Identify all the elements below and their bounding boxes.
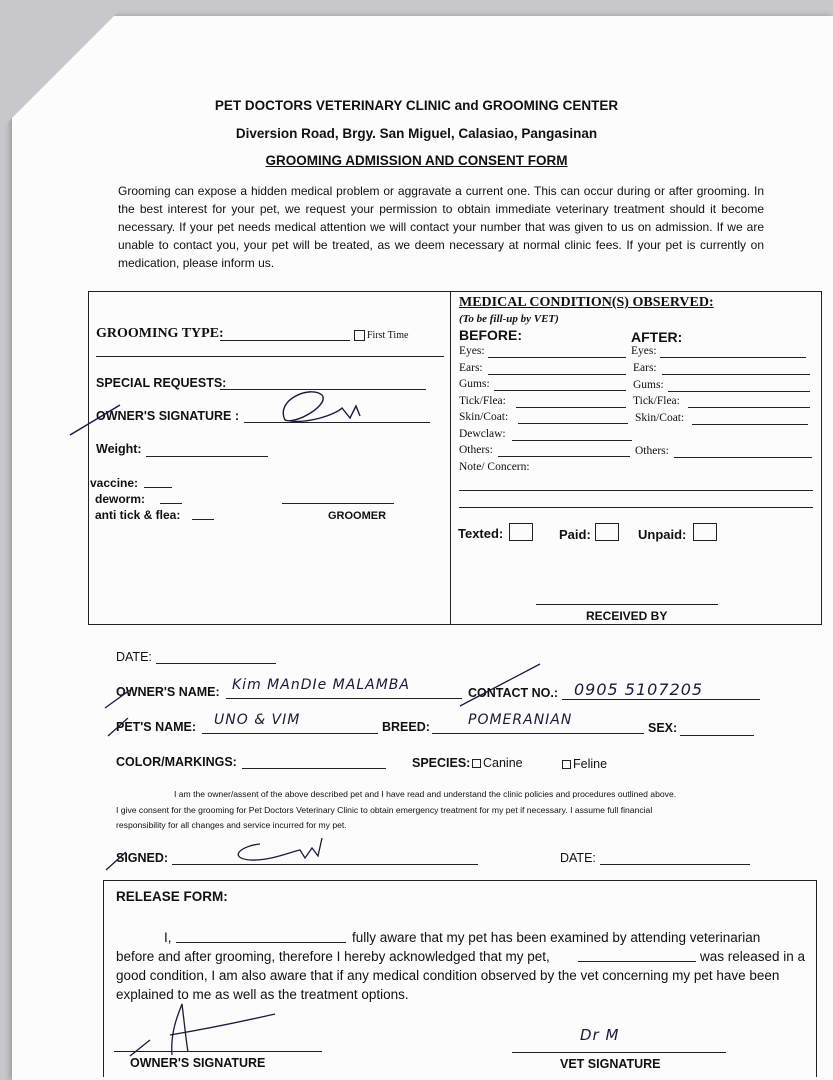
after-tickflea-label: Tick/Flea: (633, 395, 680, 407)
paid-checkbox[interactable] (595, 523, 619, 541)
after-ears-label: Ears: (633, 362, 657, 374)
form-title: GROOMING ADMISSION AND CONSENT FORM (265, 153, 568, 168)
weight-label: Weight: (96, 442, 142, 456)
pet-name-value: UNO & VIM (214, 712, 301, 728)
grooming-type-field[interactable] (220, 340, 350, 341)
pet-name-label: PET'S NAME: (116, 720, 197, 734)
grooming-type-line2[interactable] (96, 356, 444, 357)
after-gums-field[interactable] (668, 391, 810, 392)
sex-field[interactable] (680, 735, 754, 736)
after-others-field[interactable] (674, 457, 812, 458)
before-tickflea-field[interactable] (516, 407, 626, 408)
groomer-label: GROOMER (328, 510, 387, 522)
before-heading: BEFORE: (459, 327, 522, 343)
after-others-label: Others: (635, 445, 669, 457)
owner-name-label: OWNER'S NAME: (116, 685, 220, 699)
received-by-field[interactable] (536, 604, 718, 605)
consent-line-3: responsibility for all changes and service incurred for my pet. (116, 820, 347, 830)
release-text-2b: was released in a (700, 949, 806, 964)
first-time-checkbox[interactable] (354, 330, 408, 341)
after-skincoat-field[interactable] (692, 424, 808, 425)
release-name-field[interactable] (176, 942, 346, 943)
first-time-box[interactable] (354, 330, 365, 341)
before-eyes-label: Eyes: (459, 345, 485, 357)
anti-tick-field[interactable] (192, 519, 214, 520)
after-skincoat-label: Skin/Coat: (635, 412, 685, 424)
species-canine-option[interactable] (472, 756, 523, 770)
groomer-field[interactable] (282, 503, 394, 504)
before-skincoat-label: Skin/Coat: (459, 411, 509, 423)
vet-initials: Dr M (580, 1026, 620, 1044)
owner-name-value: Kim MAnDIe MALAMBA (232, 677, 410, 693)
deworm-label: deworm: (95, 492, 146, 506)
medical-condition-title: MEDICAL CONDITION(S) OBSERVED: (459, 295, 714, 310)
contact-value: 0905 5107205 (574, 680, 704, 699)
consent-line-2: I give consent for the grooming for Pet Doctors Veterinary Clinic to obtain emergency treatment for my pet if necessary. I assume full financial (116, 805, 653, 815)
release-owner-signature-label: OWNER'S SIGNATURE (130, 1056, 266, 1070)
owner-signature-scribble (60, 380, 370, 440)
note-concern-line2[interactable] (459, 507, 813, 508)
pet-name-check-mark (100, 700, 140, 740)
signed-label: SIGNED: (116, 851, 169, 865)
first-time-label: First Time (367, 330, 409, 341)
note-concern-line1[interactable] (459, 490, 813, 491)
color-markings-label: COLOR/MARKINGS: (116, 755, 237, 769)
before-skincoat-field[interactable] (518, 423, 628, 424)
consent-line-1: I am the owner/assent of the above described pet and I have read and understand the clinic policies and procedures outlined above. (174, 789, 677, 799)
texted-label: Texted: (458, 526, 504, 541)
after-heading: AFTER: (631, 329, 683, 345)
after-eyes-label: Eyes: (631, 345, 657, 357)
release-text-4: explained to me as well as the treatment options. (116, 987, 409, 1002)
box-divider (450, 292, 451, 624)
pet-name-field[interactable] (202, 733, 378, 734)
after-ears-field[interactable] (662, 374, 810, 375)
after-eyes-field[interactable] (660, 357, 806, 358)
after-tickflea-field[interactable] (688, 407, 810, 408)
anti-tick-label: anti tick & flea: (95, 508, 181, 522)
clinic-name: PET DOCTORS VETERINARY CLINIC and GROOMING CENTER (214, 98, 619, 113)
after-gums-label: Gums: (633, 379, 664, 391)
vet-signature-field[interactable] (512, 1052, 726, 1053)
clinic-address: Diversion Road, Brgy. San Miguel, Calasiao, Pangasinan (235, 126, 598, 141)
before-gums-field[interactable] (494, 390, 626, 391)
date-label: DATE: (116, 650, 152, 664)
vaccine-label: vaccine: (90, 476, 139, 490)
contact-label: CONTACT NO.: (468, 686, 559, 700)
breed-field[interactable] (432, 733, 644, 734)
species-label: SPECIES: (412, 756, 471, 770)
canine-label: Canine (483, 756, 523, 770)
contact-field[interactable] (562, 699, 760, 700)
note-concern-label: Note/ Concern: (459, 461, 530, 473)
breed-label: BREED: (382, 720, 430, 734)
signed-signature-scribble (100, 830, 340, 875)
grooming-type-label: GROOMING TYPE: (96, 326, 224, 341)
before-tickflea-label: Tick/Flea: (459, 395, 506, 407)
canine-checkbox[interactable] (472, 759, 481, 768)
before-ears-label: Ears: (459, 362, 483, 374)
breed-value: POMERANIAN (468, 712, 573, 728)
release-owner-signature-field[interactable] (114, 1051, 322, 1052)
received-by-label: RECEIVED BY (586, 609, 668, 623)
release-title: RELEASE FORM: (116, 889, 228, 904)
release-pet-field[interactable] (578, 961, 696, 962)
color-markings-field[interactable] (242, 768, 386, 769)
owner-signature-label: OWNER'S SIGNATURE : (96, 409, 240, 423)
before-gums-label: Gums: (459, 378, 490, 390)
weight-field[interactable] (146, 456, 268, 457)
signed-date-label: DATE: (560, 851, 596, 865)
vet-signature-label: VET SIGNATURE (560, 1057, 661, 1071)
feline-label: Feline (573, 757, 608, 771)
unpaid-checkbox[interactable] (693, 523, 717, 541)
unpaid-label: Unpaid: (638, 527, 687, 542)
before-dewclaw-field[interactable] (512, 440, 632, 441)
before-eyes-field[interactable] (488, 357, 626, 358)
before-others-label: Others: (459, 444, 493, 456)
release-i: I, (164, 930, 172, 945)
before-others-field[interactable] (498, 456, 630, 457)
paid-label: Paid: (559, 527, 591, 542)
sex-label: SEX: (648, 721, 678, 735)
before-ears-field[interactable] (488, 374, 626, 375)
medical-condition-subtitle: (To be fill-up by VET) (459, 313, 559, 325)
release-text-3: good condition, I am also aware that if any medical condition observed by the vet concerning my pet have been (116, 968, 780, 983)
signed-date-field[interactable] (600, 864, 750, 865)
texted-checkbox[interactable] (509, 523, 533, 541)
deworm-field[interactable] (160, 503, 182, 504)
before-dewclaw-label: Dewclaw: (459, 428, 506, 440)
species-feline-option[interactable] (562, 757, 607, 771)
feline-checkbox[interactable] (562, 760, 571, 769)
intro-paragraph: Grooming can expose a hidden medical problem or aggravate a current one. This can occur during or after grooming. In the best interest for your pet, we request your permission to obtain immediate veterinary treatment should it become necessary. If your pet needs medical attention we will contact your number that was given to us on admission. If we are unable to contact you, your pet will be treated, as we deem necessary at normal clinic fees. If your pet is currently on medication, please inform us. (118, 184, 764, 270)
owner-name-check-mark (100, 660, 560, 720)
special-requests-label: SPECIAL REQUESTS: (96, 376, 227, 390)
vaccine-field[interactable] (144, 487, 172, 488)
release-text-2a: before and after grooming, therefore I hereby acknowledged that my pet, (116, 949, 550, 964)
release-text-1: fully aware that my pet has been examined by attending veterinarian (352, 930, 761, 945)
